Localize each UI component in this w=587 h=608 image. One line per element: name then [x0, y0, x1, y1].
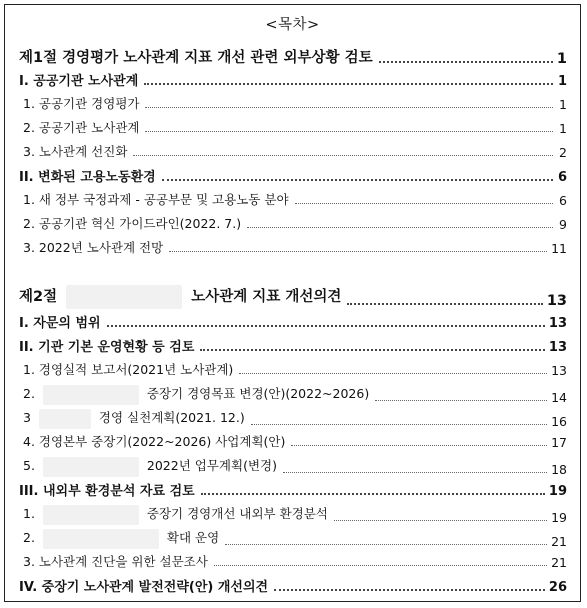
- toc-section[interactable]: [19, 576, 567, 595]
- page-number: 1: [557, 74, 567, 89]
- item-label: 3. 노사관계 선진화: [23, 144, 128, 159]
- item-label: 1. 새 정부 국정과제 - 공공부문 및 고용노동 분야: [23, 192, 289, 207]
- page-number: 14: [551, 389, 567, 405]
- toc-section[interactable]: [19, 70, 567, 89]
- page-number: 16: [551, 413, 567, 429]
- item-label: 3. 2022년 노사관계 전망: [23, 240, 164, 255]
- toc-item[interactable]: [19, 528, 567, 549]
- page-number: 9: [559, 217, 567, 232]
- toc-item[interactable]: [19, 408, 567, 429]
- leader-dots: [162, 179, 553, 181]
- page-number: 18: [551, 461, 567, 477]
- page-number: 1: [556, 51, 567, 67]
- toc-frame: [4, 4, 581, 602]
- page-number: 6: [557, 170, 567, 185]
- section-title: II. 기관 기본 운영현황 등 검토: [19, 340, 195, 355]
- toc-item[interactable]: [19, 360, 567, 378]
- item-label-suffix: 경영 실천계획(2021. 12.): [98, 410, 245, 425]
- page-number: 13: [551, 363, 567, 378]
- leader-dots: [225, 544, 547, 545]
- item-label: [23, 408, 245, 429]
- toc-item[interactable]: [19, 552, 567, 570]
- redacted-block: [39, 409, 91, 429]
- page-number: 13: [546, 293, 567, 309]
- item-label-prefix: 1.: [23, 506, 35, 521]
- item-label: 2. 공공기관 혁신 가이드라인(2022. 7.): [23, 216, 242, 231]
- toc-item[interactable]: [19, 432, 567, 450]
- toc-item[interactable]: [19, 504, 567, 525]
- redacted-block: [43, 529, 159, 549]
- toc-item[interactable]: [19, 456, 567, 477]
- chapter-title-prefix: 제2절: [19, 289, 58, 305]
- leader-dots: [107, 325, 545, 327]
- redacted-block: [43, 505, 139, 525]
- chapter-title-suffix: 노사관계 지표 개선의견: [191, 289, 342, 305]
- redacted-block: [43, 385, 139, 405]
- page-number: 13: [548, 316, 567, 331]
- item-label: [23, 360, 233, 378]
- page-number: 6: [559, 193, 567, 208]
- section-title: III. 내외부 환경분석 자료 검토: [19, 484, 195, 499]
- page-number: 21: [551, 555, 567, 570]
- page-number: 19: [551, 509, 567, 525]
- item-label-prefix: 3. 노사관계 진단을 위한 설문조사: [23, 554, 208, 569]
- leader-dots: [144, 83, 553, 85]
- toc-item[interactable]: [19, 238, 567, 256]
- item-label-suffix: 2022년 업무계획(변경): [146, 458, 277, 473]
- leader-dots: [169, 251, 547, 252]
- redacted-block: [43, 457, 139, 477]
- page-number: 2: [559, 145, 567, 160]
- toc-section[interactable]: [19, 166, 567, 185]
- page-number: 19: [548, 484, 567, 499]
- leader-dots: [334, 520, 547, 521]
- page-number: 1: [559, 121, 567, 136]
- toc-title: <목차>: [265, 17, 320, 33]
- item-label-prefix: 1. 경영실적 보고서(2021년 노사관계): [23, 362, 234, 377]
- chapter-title: 제1절 경영평가 노사관계 지표 개선 관련 외부상황 검토: [19, 50, 373, 66]
- leader-dots: [379, 61, 553, 63]
- leader-dots: [247, 227, 553, 228]
- item-label: [23, 456, 277, 477]
- item-label-suffix: 중장기 경영개선 내외부 환경분석: [146, 506, 328, 521]
- section-title: Ⅰ. 공공기관 노사관계: [19, 74, 139, 89]
- item-label: 2. 공공기관 노사관계: [23, 120, 140, 135]
- section-title: II. 변화된 고용노동환경: [19, 170, 156, 185]
- leader-dots: [133, 155, 553, 156]
- item-label-prefix: 2.: [23, 386, 35, 401]
- section-title: I. 자문의 범위: [19, 316, 101, 331]
- section-title: IV. 중장기 노사관계 발전전략(안) 개선의견: [19, 580, 269, 595]
- leader-dots: [274, 589, 545, 591]
- toc-chapter-1[interactable]: [19, 46, 567, 67]
- item-label-prefix: 5.: [23, 458, 35, 473]
- item-label-suffix: 확대 운영: [166, 530, 220, 545]
- item-label-prefix: 4. 경영본부 중장기(2022~2026) 사업계획(안): [23, 434, 286, 449]
- item-label: [23, 528, 219, 549]
- leader-dots: [375, 400, 547, 401]
- page-number: 26: [548, 580, 567, 595]
- toc-item[interactable]: [19, 118, 567, 136]
- leader-dots: [145, 107, 553, 108]
- leader-dots: [291, 445, 547, 446]
- leader-dots: [214, 565, 547, 566]
- leader-dots: [145, 131, 553, 132]
- item-label-prefix: 2.: [23, 530, 35, 545]
- leader-dots: [239, 373, 547, 374]
- item-label: [23, 384, 369, 405]
- toc-section[interactable]: [19, 336, 567, 355]
- redacted-block: [66, 285, 182, 309]
- item-label-suffix: 중장기 경영목표 변경(안)(2022~2026): [146, 386, 370, 401]
- leader-dots: [295, 203, 553, 204]
- toc-item[interactable]: [19, 384, 567, 405]
- toc-item[interactable]: [19, 142, 567, 160]
- item-label: [23, 504, 328, 525]
- chapter-title: [19, 285, 341, 309]
- toc-section[interactable]: [19, 480, 567, 499]
- leader-dots: [200, 349, 545, 351]
- leader-dots: [283, 472, 547, 473]
- item-label: [23, 432, 285, 450]
- leader-dots: [201, 493, 545, 495]
- item-label: [23, 552, 208, 570]
- toc-section[interactable]: [19, 312, 567, 331]
- page-number: 1: [559, 97, 567, 112]
- page-number: 11: [551, 241, 567, 256]
- page-number: 17: [551, 435, 567, 450]
- leader-dots: [347, 303, 542, 305]
- leader-dots: [251, 424, 547, 425]
- toc-chapter-2[interactable]: [19, 285, 567, 309]
- item-label: 1. 공공기관 경영평가: [23, 96, 140, 111]
- page-number: 13: [548, 340, 567, 355]
- toc-item[interactable]: [19, 94, 567, 112]
- item-label-prefix: 3: [23, 410, 31, 425]
- page-number: 21: [551, 533, 567, 549]
- toc-item[interactable]: [19, 190, 567, 208]
- toc-item[interactable]: [19, 214, 567, 232]
